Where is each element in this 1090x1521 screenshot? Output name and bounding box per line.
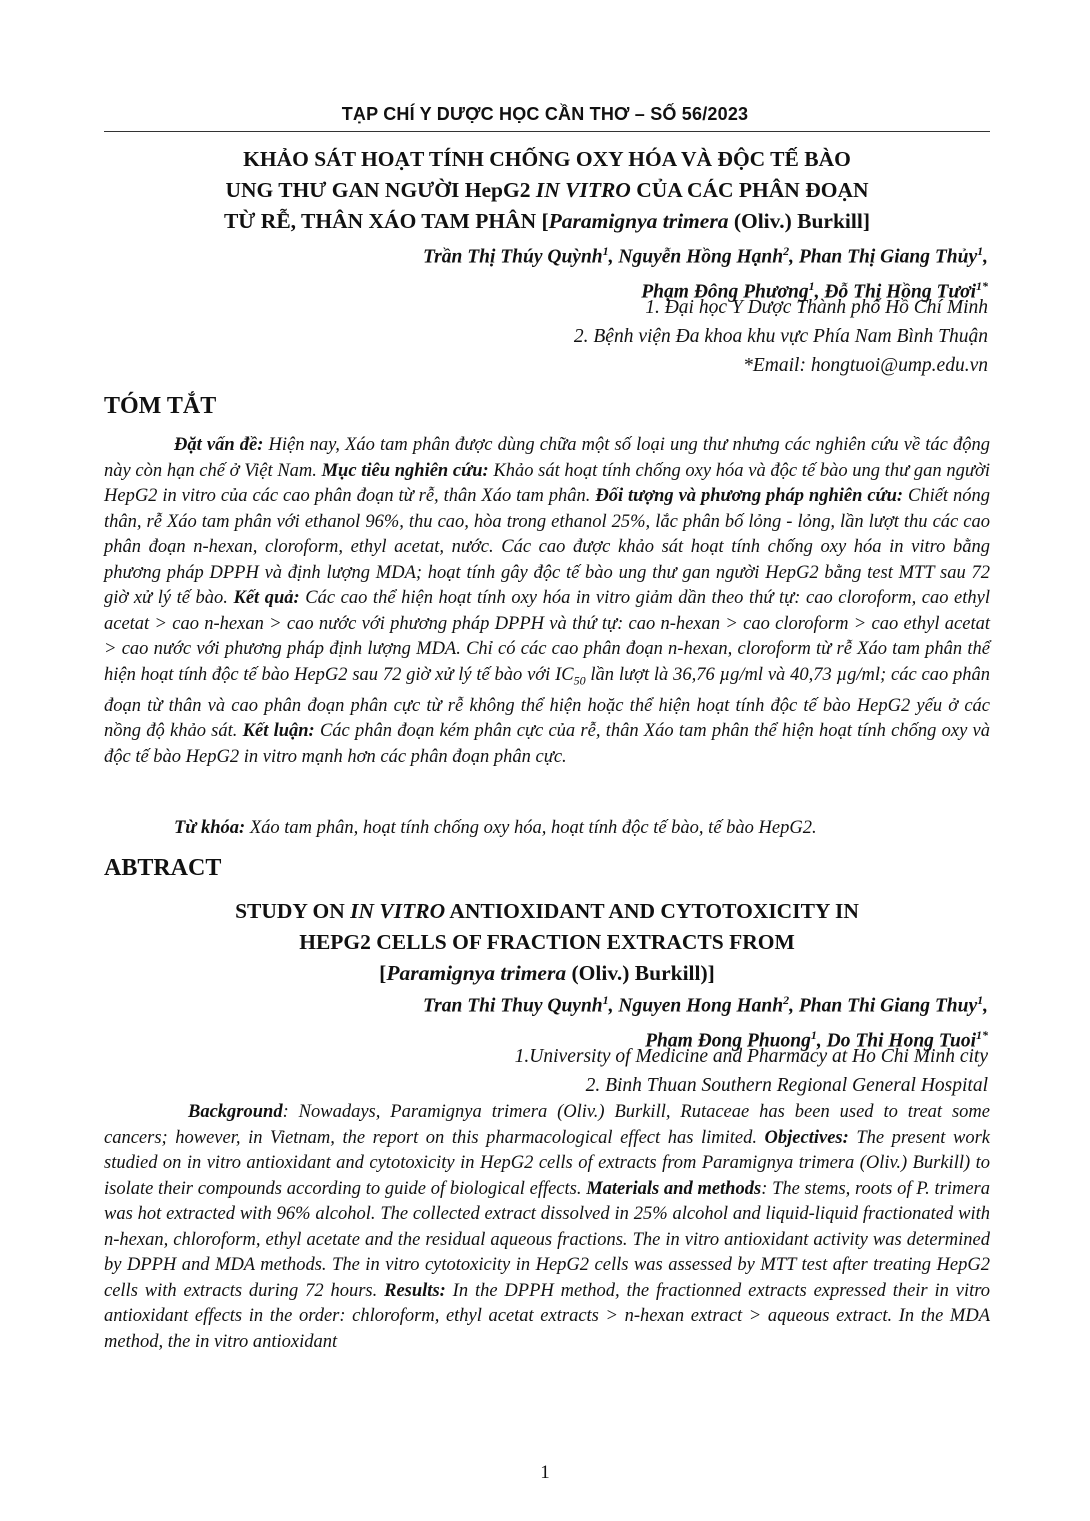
en-authors: Tran Thi Thuy Quynh$^1$, Nguyen Hong Hanh$^2$, Phan Thi Giang Thuy$^1$, Pham Đong Phuong$^1$, Do Thi Hong Tuoi$^{1*}$ — [422, 993, 988, 1051]
english-title: STUDY ON IN VITRO ANTIOXIDANT AND CYTOTOXICITY IN HEPG2 CELLS OF FRACTION EXTRACTS FROM [Paramignya trimera (Oliv.) Burkill)] — [235, 899, 859, 985]
vn-title-line2c: CỦA CÁC PHÂN ĐOẠN — [630, 178, 869, 202]
page-number: 1 — [540, 1462, 550, 1483]
en-author-5: Do Thi Hong Tuoi — [826, 1030, 976, 1051]
en-abstract-body: Background: Nowadays, Paramignya trimera (Oliv.) Burkill, Rutaceae has been used to treat some cancers; however, in Vietnam, the report on this pharmacological effect has limited. Objectives: The present work studied on in vitro antioxidant and cytotoxicity in HepG2 cells of extracts from Paramignya trimera (Oliv.) Burkill) to isolate their compounds according to guide of biological effects. Materials and methods: The stems, roots of P. trimera was hot extracted with 96% alcohol. The collected extract dissolved in 25% alcohol and liquid-liquid fractionated with n-hexan, chloroform, ethyl acetate and the residual aqueous fractions. The in vitro antioxidant activity was determined by DPPH and MDA methods. The in vitro cytotoxicity in HepG2 cells was assessed by MTT test after treating HepG2 cells with extracts during 72 hours. Results: In the DPPH method, the fractionned extracts expressed their in vitro antioxidant effects in the order: chloroform, ethyl acetat extracts > n-hexan extract > aqueous extract. In the MDA method, the in vitro antioxidant — [104, 1102, 991, 1352]
vn-email: *Email: hongtuoi@ump.edu.vn — [743, 355, 988, 376]
vn-title-line1: KHẢO SÁT HOẠT TÍNH CHỐNG OXY HÓA VÀ ĐỘC TẾ BÀO — [243, 147, 851, 171]
vn-affiliation-1: 1. Đại học Y Dược Thành phố Hồ Chí Minh — [645, 297, 988, 318]
vn-abstract-body: Đặt vấn đề: Hiện nay, Xáo tam phân được dùng chữa một số loại ung thư nhưng các nghiên cứu về tác động này còn hạn chế ở Việt Nam. Mục tiêu nghiên cứu: Khảo sát hoạt tính chống oxy hóa và độc tế bào ung thư gan người HepG2 in vitro của các cao phân đoạn từ rễ, thân Xáo tam phân. Đối tượng và phương pháp nghiên cứu: Chiết nóng thân, rễ Xáo tam phân với ethanol 96%, thu cao, hòa trong ethanol 25%, lắc phân bố lỏng - lỏng, lần lượt thu các cao phân đoạn n-hexan, cloroform, ethyl acetat, nước. Các cao được khảo sát hoạt tính chống oxy hóa in vitro bằng phương pháp DPPH và định lượng MDA; hoạt tính gây độc tế bào ung thư gan người HepG2 bằng test MTT sau 72 giờ xử lý tế bào. Kết quả: Các cao thể hiện hoạt tính oxy hóa in vitro giảm dần theo thứ tự: cao cloroform, cao ethyl acetat > cao n-hexan > cao nước với phương pháp DPPH và thứ tự: cao n-hexan > cao cloroform > cao ethyl acetat > cao nước với phương pháp định lượng MDA. Chỉ có các cao phân đoạn n-hexan, cloroform từ rễ Xáo tam phân thể hiện hoạt tính độc tế bào HepG2 sau 72 giờ xử lý tế bào với $IC_{50}$ lần lượt là 36,76 µg/ml và 40,73 µg/ml; các cao phân đoạn từ thân và cao phân đoạn phân cực từ rễ không thể hiện hoặc thể hiện hoạt tính độc tế bào HepG2 yếu ở các nồng độ khảo sát. Kết luận: Các phân đoạn kém phân cực của rễ, thân Xáo tam phân thể hiện hoạt tính chống oxy và độc tế bào HepG2 in vitro mạnh hơn các phân đoạn phân cực. — [104, 435, 991, 767]
en-affiliation-1: 1.University of Medicine and Pharmacy at Ho Chi Minh city — [514, 1046, 988, 1067]
vn-keywords: Từ khóa: Xáo tam phân, hoạt tính chống oxy hóa, hoạt tính độc tế bào, tế bào HepG2. — [174, 818, 817, 838]
en-author-1: Tran Thi Thuy Quynh — [422, 995, 603, 1017]
en-abstract-heading: ABTRACT — [104, 855, 222, 881]
en-author-4: Pham Đong Phuong — [645, 1030, 811, 1051]
vn-title-species: Paramignya trimera — [548, 209, 729, 233]
header-rule — [104, 131, 990, 132]
vn-author-4: Phạm Đông Phương — [641, 281, 809, 302]
en-affiliations — [515, 1042, 988, 1100]
vn-author-3: Phan Thị Giang Thủy — [798, 246, 978, 268]
en-title-species: Paramignya trimera — [386, 961, 567, 985]
vn-author-5: Đỗ Thị Hồng Tươi — [824, 281, 976, 302]
vn-author-1: Trần Thị Thúy Quỳnh — [422, 246, 603, 268]
vietnamese-title — [104, 144, 990, 237]
vn-authors: Trần Thị Thúy Quỳnh$^1$, Nguyễn Hồng Hạnh$^2$, Phan Thị Giang Thủy$^1$, Phạm Đông Phương$^1$, Đỗ Thị Hồng Tươi$^{1*}$ — [422, 244, 988, 302]
vn-author-2: Nguyễn Hồng Hạnh — [618, 246, 784, 268]
en-author-3: Phan Thi Giang Thuy — [798, 995, 978, 1017]
vn-title-line3a: TỪ RỄ, THÂN XÁO TAM PHÂN [ — [223, 209, 549, 233]
en-affiliation-2: 2. Binh Thuan Southern Regional General Hospital — [585, 1075, 988, 1096]
en-title-invitro: IN VITRO — [350, 899, 446, 923]
vn-affiliation-2: 2. Bệnh viện Đa khoa khu vực Phía Nam Bình Thuận — [573, 326, 988, 347]
journal-header: TẠP CHÍ Y DƯỢC HỌC CẦN THƠ – SỐ 56/2023 — [341, 104, 749, 124]
en-author-2: Nguyen Hong Hanh — [618, 995, 784, 1017]
vn-title-line3c: (Oliv.) Burkill] — [728, 209, 871, 233]
vn-affiliations — [574, 293, 988, 380]
vn-title-invitro: IN VITRO — [535, 178, 631, 202]
vn-abstract-heading: TÓM TẮT — [104, 393, 217, 419]
vn-title-line2a: UNG THƯ GAN NGƯỜI HepG2 — [225, 178, 536, 202]
